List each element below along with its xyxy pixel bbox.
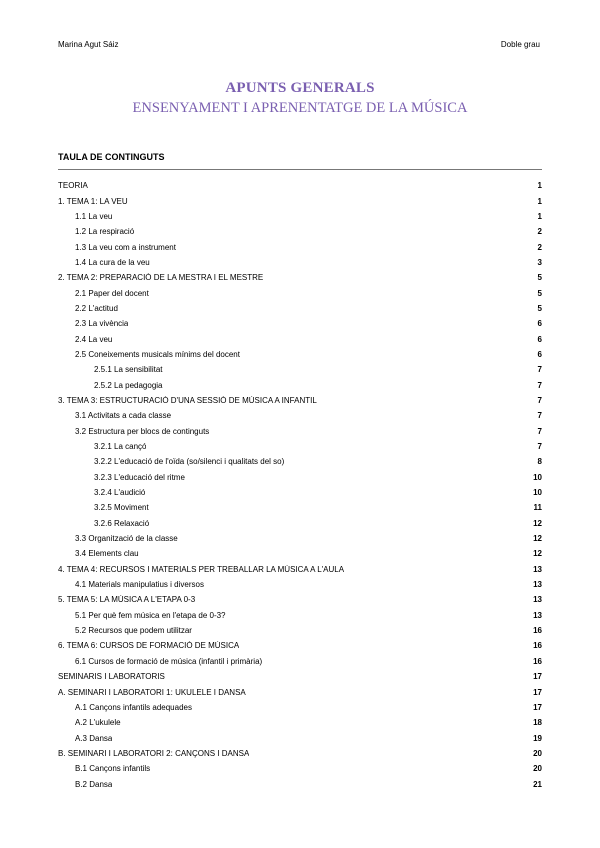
toc-entry-page: 5 <box>537 303 542 313</box>
toc-entry[interactable] <box>58 377 542 392</box>
toc-entry[interactable] <box>58 301 542 316</box>
toc-entry-page: 17 <box>533 687 542 697</box>
toc-entry-page: 18 <box>533 718 542 728</box>
toc-entry[interactable] <box>58 347 542 362</box>
toc-entry[interactable] <box>58 209 542 224</box>
toc-entry-label: SEMINARIS I LABORATORIS <box>58 672 165 682</box>
toc-entry[interactable] <box>58 331 542 346</box>
toc-entry-label: 3.2.4 L'audició <box>94 488 146 498</box>
toc-entry[interactable] <box>58 316 542 331</box>
toc-entry-label: B.1 Cançons infantils <box>75 764 151 774</box>
toc-entry-page: 12 <box>533 549 542 559</box>
toc-entry-label: 2.2 L'actitud <box>75 303 118 313</box>
toc-entry-label: 2.4 La veu <box>75 334 113 344</box>
toc-entry-label: 2. TEMA 2: PREPARACIÓ DE LA MESTRA I EL MESTRE <box>58 273 264 283</box>
toc-entry[interactable] <box>58 439 542 454</box>
toc-entry-page: 6 <box>537 349 542 359</box>
toc-entry-label: 3. TEMA 3: ESTRUCTURACIÓ D'UNA SESSIÓ DE MÚSICA A INFANTIL <box>58 395 317 405</box>
toc-entry[interactable] <box>58 684 542 699</box>
toc-entry[interactable] <box>58 424 542 439</box>
toc-entry-page: 13 <box>533 564 542 574</box>
toc-entry-page: 2 <box>537 242 542 252</box>
toc-entry-label: 4. TEMA 4: RECURSOS I MATERIALS PER TREBALLAR LA MÚSICA A L'AULA <box>58 564 345 574</box>
toc-entry-label: 1.2 La respiració <box>75 227 135 237</box>
toc-entry-label: TEORIA <box>58 181 88 191</box>
toc-entry-page: 13 <box>533 610 542 620</box>
toc-entry-page: 3 <box>537 257 542 267</box>
toc-entry-page: 6 <box>537 319 542 329</box>
toc-entry[interactable] <box>58 746 542 761</box>
toc-entry-page: 20 <box>533 748 542 758</box>
toc-entry-label: 3.2 Estructura per blocs de continguts <box>75 426 210 436</box>
toc-entry-page: 17 <box>533 672 542 682</box>
toc-entry[interactable] <box>58 224 542 239</box>
toc-entry-label: A.3 Dansa <box>75 733 113 743</box>
toc-entry-page: 1 <box>537 196 542 206</box>
toc-entry-label: 2.3 La vivència <box>75 319 129 329</box>
document-title <box>0 80 600 117</box>
toc-entry[interactable] <box>58 546 542 561</box>
toc-entry-page: 12 <box>533 518 542 528</box>
toc-entry-page: 16 <box>533 641 542 651</box>
toc-entry-label: 3.1 Activitats a cada classe <box>75 411 172 421</box>
toc-entry[interactable] <box>58 285 542 300</box>
toc-entry-page: 16 <box>533 656 542 666</box>
toc-entry[interactable] <box>58 592 542 607</box>
toc-entry-page: 7 <box>537 442 542 452</box>
toc-entry-page: 7 <box>537 365 542 375</box>
toc-entry[interactable] <box>58 485 542 500</box>
toc-entry-page: 2 <box>537 227 542 237</box>
toc-entry-label: 3.2.1 La cançó <box>94 442 147 452</box>
toc-entry-label: 2.1 Paper del docent <box>75 288 149 298</box>
toc-entry[interactable] <box>58 577 542 592</box>
toc-entry[interactable] <box>58 270 542 285</box>
toc-entry-page: 20 <box>533 764 542 774</box>
toc-entry[interactable] <box>58 178 542 193</box>
toc-entry-label: A. SEMINARI I LABORATORI 1: UKULELE I DANSA <box>58 687 246 697</box>
toc-entry-label: B. SEMINARI I LABORATORI 2: CANÇONS I DANSA <box>58 748 250 758</box>
toc-entry-page: 1 <box>537 211 542 221</box>
toc-entry-page: 7 <box>537 395 542 405</box>
toc-entry-label: 2.5.1 La sensibilitat <box>94 365 163 375</box>
toc-entry-label: 5. TEMA 5: LA MÚSICA A L'ETAPA 0-3 <box>58 595 196 605</box>
toc-entry[interactable] <box>58 654 542 669</box>
toc-entry[interactable] <box>58 669 542 684</box>
header-course: Doble grau <box>500 40 540 49</box>
toc-entry-label: 1.3 La veu com a instrument <box>75 242 176 252</box>
toc-entry-label: 5.2 Recursos que podem utilitzar <box>75 626 192 636</box>
toc-entry-page: 7 <box>537 380 542 390</box>
toc-entry-page: 11 <box>533 503 542 513</box>
title-line-1: APUNTS GENERALS <box>225 80 375 96</box>
toc-entry-label: 3.2.3 L'educació del ritme <box>94 472 185 482</box>
toc-entry-page: 6 <box>537 334 542 344</box>
toc-entry[interactable] <box>58 516 542 531</box>
toc-entry[interactable] <box>58 239 542 254</box>
toc-entry-page: 12 <box>533 534 542 544</box>
toc-entry[interactable] <box>58 608 542 623</box>
toc-entry-page: 5 <box>537 273 542 283</box>
toc-entry-label: 1.4 La cura de la veu <box>75 257 150 267</box>
toc-entry-page: 10 <box>533 488 542 498</box>
toc-entry-label: 2.5.2 La pedagogia <box>94 380 163 390</box>
toc-entry-page: 13 <box>533 595 542 605</box>
toc-entry[interactable] <box>58 531 542 546</box>
toc-entry-label: 4.1 Materials manipulatius i diversos <box>75 580 204 590</box>
toc-entry-page: 13 <box>533 580 542 590</box>
toc-entry[interactable] <box>58 623 542 638</box>
toc-entry[interactable] <box>58 454 542 469</box>
toc-entry-label: 3.2.2 L'educació de l'oïda (so/silenci i qualitats del so) <box>94 457 285 467</box>
toc-entry-page: 7 <box>537 426 542 436</box>
toc-entry-page: 16 <box>533 626 542 636</box>
toc-entry-label: 3.3 Organització de la classe <box>75 534 178 544</box>
toc-entry-page: 19 <box>533 733 542 743</box>
toc-entry[interactable] <box>58 562 542 577</box>
toc-entry[interactable] <box>58 393 542 408</box>
toc-entry-label: 6.1 Cursos de formació de música (infantil i primària) <box>75 656 263 666</box>
toc-entry-page: 7 <box>537 411 542 421</box>
toc-entry[interactable] <box>58 255 542 270</box>
toc-entry[interactable] <box>58 730 542 745</box>
toc-divider <box>58 169 542 170</box>
toc-entry-label: B.2 Dansa <box>75 779 113 789</box>
toc-entry[interactable] <box>58 470 542 485</box>
title-line-2: ENSENYAMENT I APRENENTATGE DE LA MÚSICA <box>132 100 468 116</box>
toc-entry-label: 3.4 Elements clau <box>75 549 139 559</box>
toc-entry-page: 1 <box>537 181 542 191</box>
toc-entry[interactable] <box>58 776 542 791</box>
toc-entry-label: 2.5 Coneixements musicals mínims del docent <box>75 349 240 359</box>
toc-entry[interactable] <box>58 500 542 515</box>
toc-heading: TAULA DE CONTINGUTS <box>58 152 165 162</box>
toc-entry[interactable] <box>58 700 542 715</box>
toc-entry-label: 3.2.5 Moviment <box>94 503 149 513</box>
toc-entry-label: 1. TEMA 1: LA VEU <box>58 196 128 206</box>
toc-entry[interactable] <box>58 408 542 423</box>
toc-entry[interactable] <box>58 638 542 653</box>
toc-entry[interactable] <box>58 193 542 208</box>
toc-entry-page: 5 <box>537 288 542 298</box>
toc-entry-page: 21 <box>533 779 542 789</box>
header-author: Marina Agut Sáiz <box>58 40 119 49</box>
toc-entry[interactable] <box>58 362 542 377</box>
toc-entry-label: A.2 L'ukulele <box>75 718 121 728</box>
toc-entry[interactable] <box>58 761 542 776</box>
toc-entry[interactable] <box>58 715 542 730</box>
table-of-contents <box>58 178 542 792</box>
toc-entry-page: 10 <box>533 472 542 482</box>
toc-entry-label: A.1 Cançons infantils adequades <box>75 702 192 712</box>
toc-entry-label: 3.2.6 Relaxació <box>94 518 150 528</box>
toc-entry-page: 17 <box>533 702 542 712</box>
toc-entry-label: 6. TEMA 6: CURSOS DE FORMACIÓ DE MÚSICA <box>58 641 240 651</box>
toc-entry-page: 8 <box>537 457 542 467</box>
toc-entry-label: 1.1 La veu <box>75 211 113 221</box>
toc-entry-label: 5.1 Per què fem música en l'etapa de 0-3? <box>75 610 226 620</box>
